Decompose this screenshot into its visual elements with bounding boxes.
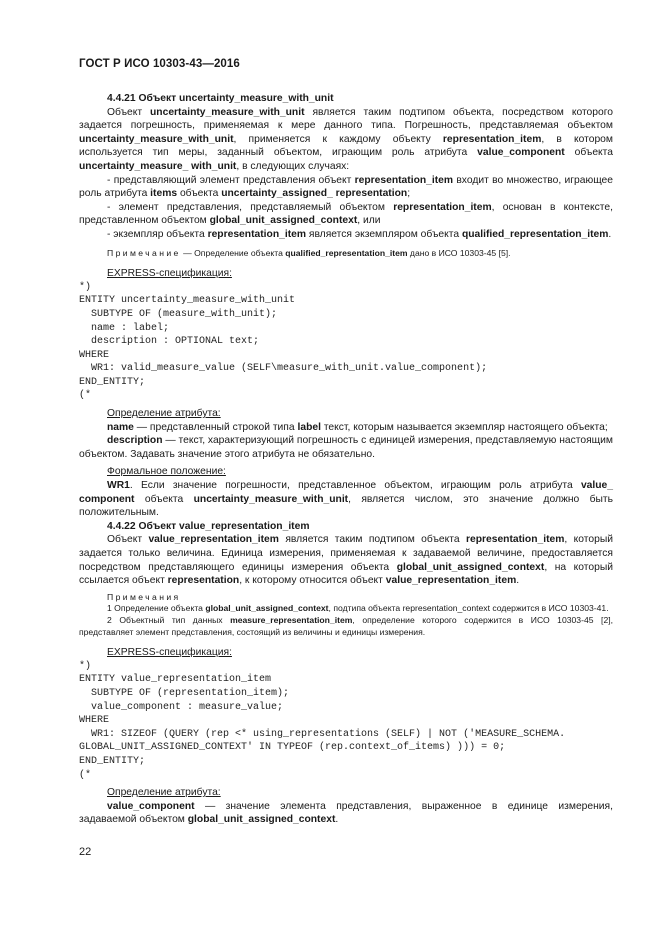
page-number: 22 [79, 846, 92, 858]
attribute-definition-label: Определение атрибута: [107, 787, 221, 799]
formal-proposition-label: Формальное положение: [107, 466, 226, 478]
list-item: - представляющий элемент представления объект representation_item входит во множество, играющее роль атрибута items объекта uncertainty_assigned_ representation; [79, 174, 614, 200]
paragraph-intro: Объект value_representation_item является таким подтипом объекта representation_item, который задается только величина. Единица измерения, применяемая к задаваемой величине, предоставляется посредством представляющего единицы измерения объекта global_unit_assigned_context, на который ссылается объект representation, к которому относится объект value_representation_item. [79, 534, 613, 587]
attribute-value-component-definition: value_component — значение элемента представления, выраженное в единице измерения, задаваемой объектом global_unit_assigned_context. [79, 800, 613, 826]
attribute-definition-label: Определение атрибута: [107, 408, 221, 420]
note: Примечание — Определение объекта qualified_representation_item дано в ИСО 10303-45 [5]. [107, 247, 511, 258]
paragraph-intro: Объект uncertainty_measure_with_unit является таким подтипом объекта, посредством которого задается погрешность, применяемая к мере данного типа. Погрешность, представляемая объектом uncertainty_measure_with_unit, применяется к каждому объекту representation_item, в котором используется тип меры, заданный объектом, играющим роль атрибута value_component объекта uncertainty_measure_ with_unit, в следующих случаях: [79, 106, 613, 172]
express-code-block: *) ENTITY value_representation_item SUBTYPE OF (representation_item); value_component : measure_value; WHERE WR1: SIZEOF (QUERY (rep <* using_representations (SELF) | NOT ('MEASURE_SCHEMA. GLOBAL_UNIT_ASSIGNED_CONTEXT' IN TYPEOF (rep.context_of_items) ))) = 0; END_ENTITY; (* [79, 660, 566, 781]
document-header: ГОСТ Р ИСО 10303-43—2016 [79, 58, 240, 70]
formal-proposition-wr1: WR1. Если значение погрешности, представленное объектом, играющим роль атрибута value_ component объекта uncertainty_measure_with_unit, является числом, это значение должно быть положительным. [79, 480, 613, 519]
list-item: - экземпляр объекта representation_item является экземпляром объекта qualified_representation_item. [107, 228, 612, 240]
section-heading-4-4-22: 4.4.22 Объект value_representation_item [107, 520, 310, 532]
page-content [79, 92, 613, 827]
express-code-block: *) ENTITY uncertainty_measure_with_unit SUBTYPE OF (measure_with_unit); name : label; description : OPTIONAL text; WHERE WR1: valid_measure_value (SELF\measure_with_unit.value_component); END_ENTITY; (* [79, 281, 488, 402]
attribute-name-definition: name — представленный строкой типа label текст, которым называется экземпляр настоящего объекта; [107, 421, 608, 433]
notes-label: Примечания [107, 591, 181, 602]
express-spec-label: EXPRESS-спецификация: [107, 268, 232, 280]
attribute-description-definition: description — текст, характеризующий погрешность с единицей измерения, представляемую настоящим объектом. Задавать значение этого атрибута не обязательно. [79, 435, 613, 460]
express-spec-label: EXPRESS-спецификация: [107, 647, 232, 659]
section-heading-4-4-21: 4.4.21 Объект uncertainty_measure_with_unit [107, 93, 334, 104]
note: 1 Определение объекта global_unit_assigned_context, подтипа объекта representation_context содержится в ИСО 10303-41. [107, 603, 609, 614]
list-item: - элемент представления, представляемый объектом representation_item, основан в контексте, представленном объектом global_unit_assigned_context, или [79, 201, 613, 227]
note: 2 Объектный тип данных measure_representation_item, определение которого содержится в ИСО 10303-45 [2], представляет элемент представления, состоящий из величины и единицы измерения. [79, 614, 613, 637]
